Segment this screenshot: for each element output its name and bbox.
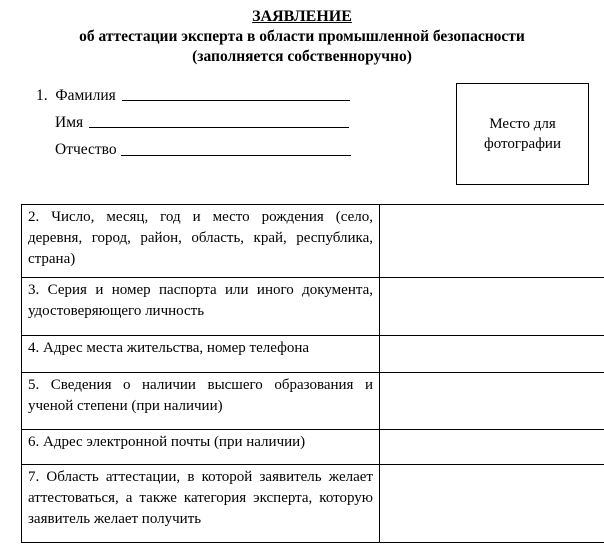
item-number: 1. <box>36 87 48 104</box>
photo-label-line1: Место для <box>489 116 556 132</box>
photo-placeholder <box>456 83 589 185</box>
answer-field[interactable] <box>380 373 604 430</box>
surname-field[interactable] <box>122 100 350 101</box>
patronymic-row <box>55 140 117 160</box>
form-row-education <box>22 373 604 430</box>
name-label: Имя <box>55 114 84 131</box>
patronymic-label: Отчество <box>55 141 117 158</box>
form-row-attestation-area <box>22 465 604 543</box>
form-row-address <box>22 336 604 373</box>
name-field[interactable] <box>89 127 349 128</box>
question-label: 6. Адрес электронной почты (при наличии) <box>22 430 380 465</box>
application-form-table <box>21 204 604 543</box>
document-note: (заполняется собственноручно) <box>192 48 412 65</box>
answer-field[interactable] <box>380 430 604 465</box>
document-header <box>0 7 604 67</box>
form-row-email <box>22 430 604 465</box>
answer-field[interactable] <box>380 205 604 278</box>
question-label: 7. Область аттестации, в которой заявитель желает аттестоваться, а также категория эксперта, которую заявитель желает получить <box>22 465 380 543</box>
question-label: 5. Сведения о наличии высшего образования и ученой степени (при наличии) <box>22 373 380 430</box>
answer-field[interactable] <box>380 336 604 373</box>
question-label: 4. Адрес места жительства, номер телефона <box>22 336 380 373</box>
form-row-passport <box>22 278 604 336</box>
surname-row <box>36 86 116 106</box>
document-title: ЗАЯВЛЕНИЕ <box>252 8 352 25</box>
document-subtitle: об аттестации эксперта в области промышленной безопасности <box>79 28 525 45</box>
name-row <box>55 113 83 133</box>
question-label: 2. Число, месяц, год и место рождения (село, деревня, город, район, область, край, республика, страна) <box>22 205 380 278</box>
answer-field[interactable] <box>380 278 604 336</box>
question-label: 3. Серия и номер паспорта или иного документа, удостоверяющего личность <box>22 278 380 336</box>
photo-label-line2: фотографии <box>484 136 561 152</box>
surname-label: Фамилия <box>55 87 116 104</box>
form-row-birth <box>22 205 604 278</box>
answer-field[interactable] <box>380 465 604 543</box>
patronymic-field[interactable] <box>121 155 351 156</box>
